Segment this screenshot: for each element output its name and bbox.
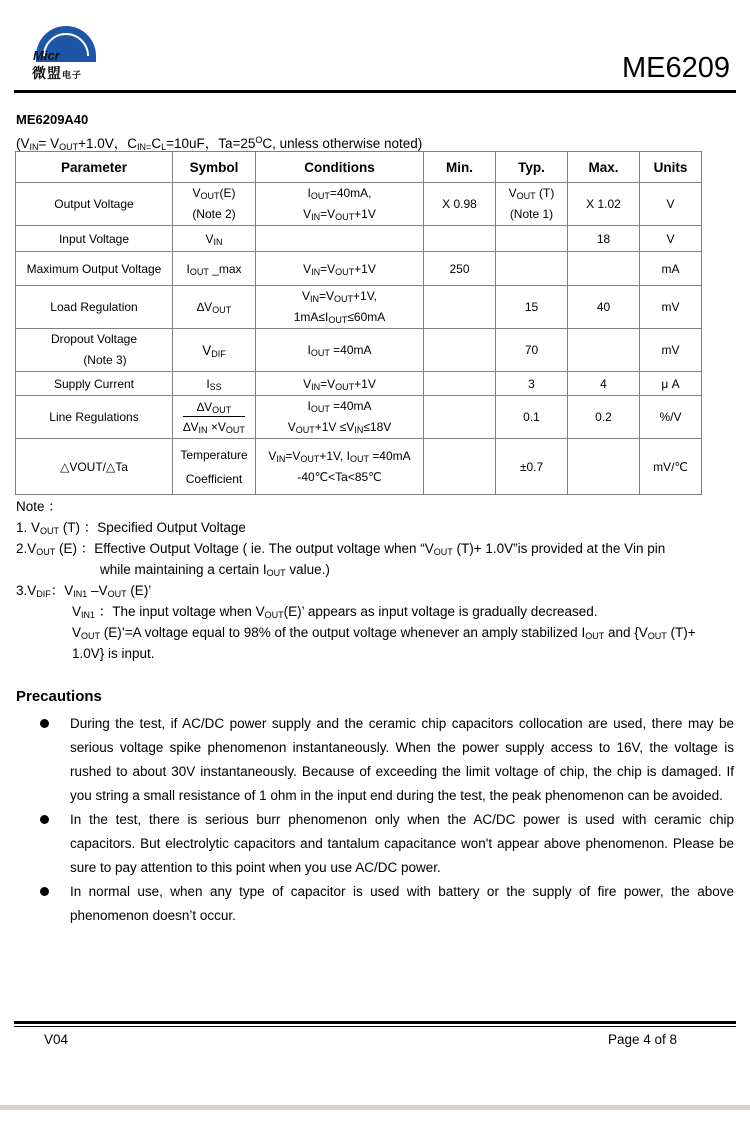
table-row (16, 396, 702, 439)
cell-min (424, 439, 496, 495)
test-conditions: ($V_{IN}= V_{OUT}+1.0V$，$C_{IN=}C_L=10uF$，$Ta=25^OC$, unless otherwise noted) (16, 135, 423, 152)
page-bottom-band (0, 1105, 750, 1110)
footer-rule-thin (14, 1026, 736, 1027)
cell-max (568, 252, 640, 286)
cell-conditions: $V_{IN}=V_{OUT}+1V$ (256, 252, 424, 286)
table-row (16, 329, 702, 372)
cell-typ: $V_{OUT}$ (T) (Note 1) (496, 183, 568, 226)
cell-conditions: $V_{IN}=V_{OUT}+1V$ (256, 372, 424, 396)
cell-conditions: $I_{OUT} =40mA$ $V_{OUT}+1V \le V_{IN}\le 18V$ (256, 396, 424, 439)
cell-symbol: $V_{IN}$ (173, 226, 256, 252)
cell-parameter: Maximum Output Voltage (16, 252, 173, 286)
note-3-vout-e-continued: 1.0V} is input. (72, 646, 155, 661)
cell-units: mV (640, 329, 702, 372)
logo-text-cn: 微盟电子 (32, 65, 83, 81)
table-row (16, 372, 702, 396)
header-symbol: Symbol (173, 152, 256, 183)
note-2-continued: while maintaining a certain $I_{OUT}$ value.) (100, 562, 330, 578)
cell-conditions: $V_{IN}=V_{OUT}+1V$, $I_{OUT} =40mA$ -40℃<Ta<85℃ (256, 439, 424, 495)
document-version: V04 (44, 1032, 69, 1047)
cell-conditions: $V_{IN}=V_{OUT}+1V$, $1mA\le I_{OUT}\le 60mA$ (256, 286, 424, 329)
cell-typ (496, 252, 568, 286)
cell-parameter: Output Voltage (16, 183, 173, 226)
cell-parameter: Input Voltage (16, 226, 173, 252)
cell-units: V (640, 183, 702, 226)
table-row (16, 226, 702, 252)
cell-parameter: Line Regulations (16, 396, 173, 439)
line-regulation-fraction: $\frac{\Delta V_{OUT}}{\Delta V_{IN} \times V_{OUT}}$ (183, 400, 245, 435)
header-min: Min. (424, 152, 496, 183)
cell-parameter: Supply Current (16, 372, 173, 396)
cell-min (424, 329, 496, 372)
cell-min (424, 286, 496, 329)
cell-typ: ±0.7 (496, 439, 568, 495)
cell-typ: 0.1 (496, 396, 568, 439)
note-2: $2.V_{OUT}$ (E) ：Effective Output Voltage ( ie. The output voltage when “$V_{OUT}$ (T)+ 1.0V”is provided at the Vin pin (16, 541, 666, 557)
cell-conditions (256, 226, 424, 252)
cell-units: μ A (640, 372, 702, 396)
cell-units: mV (640, 286, 702, 329)
table-row (16, 286, 702, 329)
cell-max: 0.2 (568, 396, 640, 439)
bullet-icon (40, 815, 49, 824)
cell-typ: 70 (496, 329, 568, 372)
note-3: $3.V_{DIF}$：$V_{IN1}$ $-V_{OUT}$ (E)’ (16, 583, 152, 599)
cell-symbol: $V_{DIF}$ (173, 329, 256, 372)
cell-max: 40 (568, 286, 640, 329)
bullet-icon (40, 719, 49, 728)
precautions-title: Precautions (16, 688, 102, 705)
cell-min (424, 372, 496, 396)
cell-parameter: △VOUT/△Ta (16, 439, 173, 495)
header-typ: Typ. (496, 152, 568, 183)
notes-title: Note ： (16, 499, 62, 514)
precautions-list (40, 712, 734, 928)
note-3-vout-e: $V_{OUT}$ (E)’=A voltage equal to 98% of the output voltage whenever an amply stabilized $I_{OUT}$ and {$V_{OUT}$ (T)+ (72, 625, 696, 641)
electrical-characteristics-table (15, 151, 702, 495)
cell-units: V (640, 226, 702, 252)
cell-parameter: Load Regulation (16, 286, 173, 329)
notes-section (16, 496, 738, 664)
table-header-row (16, 152, 702, 183)
cell-symbol (173, 396, 256, 439)
cell-units: %/V (640, 396, 702, 439)
section-title: ME6209A40 (16, 112, 89, 127)
cell-min: X 0.98 (424, 183, 496, 226)
header-max: Max. (568, 152, 640, 183)
logo-text-en: MicrOne (33, 48, 86, 63)
cell-min (424, 226, 496, 252)
header-units: Units (640, 152, 702, 183)
cell-min (424, 396, 496, 439)
cell-symbol: $V_{OUT}(E)$ (Note 2) (173, 183, 256, 226)
cell-parameter: Dropout Voltage (Note 3) (16, 329, 173, 372)
table-row (16, 439, 702, 495)
list-item: In normal use, when any type of capacitor is used with battery or the supply of fire power, the above phenomenon doesn’t occur. (40, 880, 734, 928)
cell-conditions: $I_{OUT} =40mA$ (256, 329, 424, 372)
cell-symbol: $I_{OUT}$ _max (173, 252, 256, 286)
page-number: Page 4 of 8 (608, 1032, 678, 1047)
list-item: During the test, if AC/DC power supply and the ceramic chip capacitors collocation are used, there may be serious voltage spike phenomenon instantaneously. When the power supply access to 16V, the voltage is rushed to about 30V instantaneously. Because of exceeding the limit voltage of chip, the chip is damaged. If you string a small resistance of 1 ohm in the input end during the test, the peak phenomenon can be avoided. (40, 712, 734, 808)
header-conditions: Conditions (256, 152, 424, 183)
header-rule (14, 90, 736, 93)
table-row (16, 252, 702, 286)
cell-min: 250 (424, 252, 496, 286)
cell-max (568, 329, 640, 372)
note-1: 1. $V_{OUT}$ (T) ：Specified Output Voltage (16, 520, 246, 536)
header-parameter: Parameter (16, 152, 173, 183)
cell-symbol: $\Delta V_{OUT}$ (173, 286, 256, 329)
cell-typ: 3 (496, 372, 568, 396)
cell-typ: 15 (496, 286, 568, 329)
cell-symbol: Temperature Coefficient (173, 439, 256, 495)
table-row (16, 183, 702, 226)
cell-units: mV/℃ (640, 439, 702, 495)
cell-max (568, 439, 640, 495)
cell-conditions: $I_{OUT}=40mA$, $V_{IN}=V_{OUT}+1V$ (256, 183, 424, 226)
document-title: ME6209 (621, 52, 730, 84)
cell-typ (496, 226, 568, 252)
note-3-vin1: $V_{IN1}$ ：The input voltage when $V_{OUT}(E)$’ appears as input voltage is gradually decreased. (72, 604, 598, 620)
cell-symbol: $I_{SS}$ (173, 372, 256, 396)
cell-max: 4 (568, 372, 640, 396)
cell-units: mA (640, 252, 702, 286)
footer-rule (14, 1021, 736, 1024)
cell-max: X 1.02 (568, 183, 640, 226)
list-item: In the test, there is serious burr phenomenon only when the AC/DC power is used with ceramic chip capacitors. But electrolytic capacitors and tantalum capacitance won't appear above phenomenon. Please be sure to pay attention to this point when you use AC/DC power. (40, 808, 734, 880)
cell-max: 18 (568, 226, 640, 252)
bullet-icon (40, 887, 49, 896)
